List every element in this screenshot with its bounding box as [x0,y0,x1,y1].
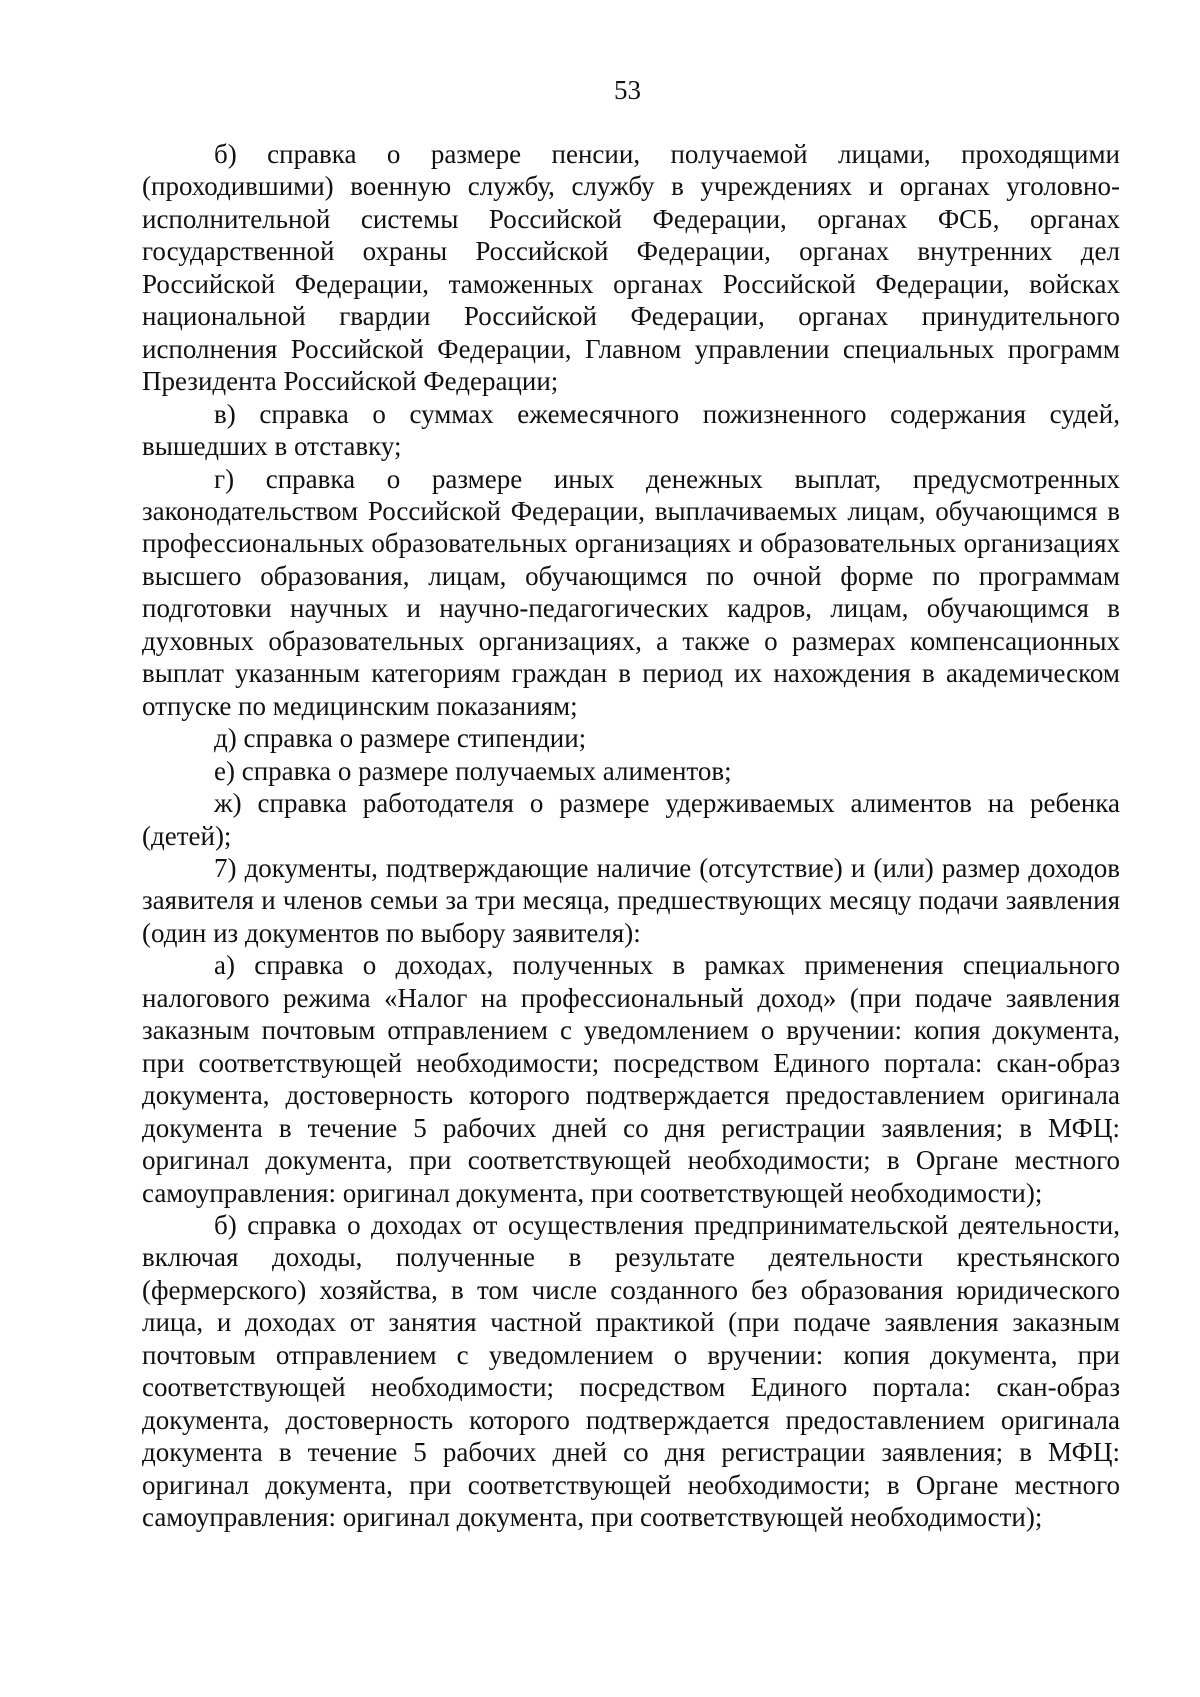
paragraph-b-pension: б) справка о размере пенсии, получаемой лицами, проходящими (проходившими) военную службу, службу в учреждениях и органах уголовно-исполнительной системы Российской Федерации, органах ФСБ, органах государственной охраны Российской Федерации, органах внутренних дел Российской Федерации, таможенных органах Российской Федерации, войсках национальной гвардии Российской Федерации, органах принудительного исполнения Российской Федерации, Главном управлении специальных программ Президента Российской Федерации; [142,139,1120,397]
paragraph-e-alimony: е) справка о размере получаемых алиментов; [214,755,732,786]
paragraph-7-income-documents: 7) документы, подтверждающие наличие (отсутствие) и (или) размер доходов заявителя и членов семьи за три месяца, предшествующих месяцу подачи заявления (один из документов по выбору заявителя): [142,852,1120,948]
paragraph-g-payments: г) справка о размере иных денежных выплат, предусмотренных законодательством Российской Федерации, выплачиваемых лицам, обучающимся в профессиональных образовательных организациях и образовательных организациях высшего образования, лицам, обучающимся по очной форме по программам подготовки научных и научно-педагогических кадров, лицам, обучающимся в духовных образовательных организациях, а также о размерах компенсационных выплат указанным категориям граждан в период их нахождения в академическом отпуске по медицинским показаниям; [142,463,1120,721]
paragraph-b-business-income: б) справка о доходах от осуществления предпринимательской деятельности, включая доходы, полученные в результате деятельности крестьянского (фермерского) хозяйства, в том числе созданного без образования юридического лица, и доходах от занятия частной практикой (при подаче заявления заказным почтовым отправлением с уведомлением о вручении: копия документа, при соответствующей необходимости; посредством Единого портала: скан-образ документа, достоверность которого подтверждается предоставлением оригинала документа в течение 5 рабочих дней со дня регистрации заявления; в МФЦ: оригинал документа, при соответствующей необходимости; в Органе местного самоуправления: оригинал документа, при соответствующей необходимости); [142,1209,1120,1533]
paragraph-v-judges: в) справка о суммах ежемесячного пожизненного содержания судей, вышедших в отставку; [142,398,1120,462]
paragraph-zh-employer-alimony: ж) справка работодателя о размере удерживаемых алиментов на ребенка (детей); [142,788,1120,851]
page-number: 53 [614,75,641,105]
paragraph-a-professional-income: а) справка о доходах, полученных в рамках применения специального налогового режима «Налог на профессиональный доход» (при подаче заявления заказным почтовым отправлением с уведомлением о вручении: копия документа, при соответствующей необходимости; посредством Единого портала: скан-образ документа, достоверность которого подтверждается предоставлением оригинала документа в течение 5 рабочих дней со дня регистрации заявления; в МФЦ: оригинал документа, при соответствующей необходимости; в Органе местного самоуправления: оригинал документа, при соответствующей необходимости); [142,950,1120,1208]
paragraph-d-stipend: д) справка о размере стипендии; [214,723,587,754]
document-body [142,138,1120,1533]
